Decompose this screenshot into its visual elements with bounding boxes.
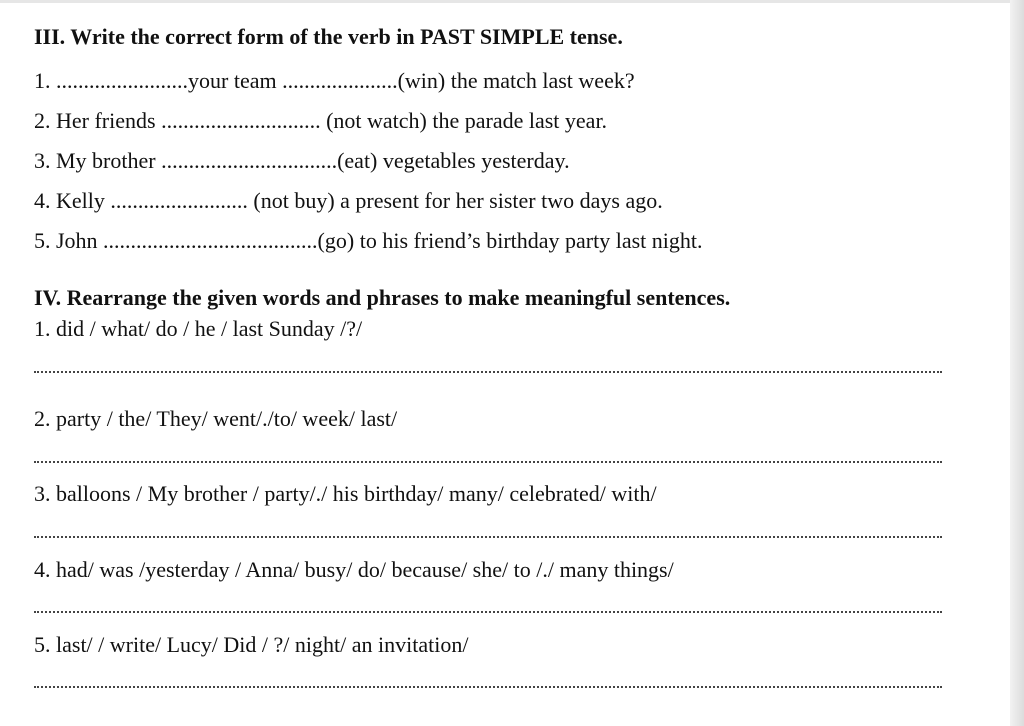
exercise-4-item-3: 3. balloons / My brother / party/./ his birthday/ many/ celebrated/ with/ [34, 481, 657, 506]
exercise-4-item-1: 1. did / what/ do / he / last Sunday /?/ [34, 316, 363, 341]
exercise-3-item-5: 5. John .......................................(go) to his friend’s birthday party last night. [34, 228, 703, 253]
exercise-3-item-2: 2. Her friends ............................. (not watch) the parade last year. [34, 108, 608, 133]
exercise-4-item-2: 2. party / the/ They/ went/./to/ week/ last/ [34, 406, 398, 431]
exercise-3-item-4: 4. Kelly ......................... (not buy) a present for her sister two days ago. [34, 188, 663, 213]
exercise-3-item-1: 1. ........................your team .....................(win) the match last week? [34, 68, 635, 93]
worksheet [34, 0, 954, 726]
exercise-4-item-4: 4. had/ was /yesterday / Anna/ busy/ do/ because/ she/ to /./ many things/ [34, 557, 674, 582]
answer-line-4[interactable] [34, 611, 942, 613]
answer-line-5[interactable] [34, 686, 942, 688]
right-page-edge [1010, 0, 1024, 726]
exercise-4-item-5: 5. last/ / write/ Lucy/ Did / ?/ night/ an invitation/ [34, 632, 469, 657]
answer-line-3[interactable] [34, 536, 942, 538]
answer-line-2[interactable] [34, 461, 942, 463]
exercise-3-item-3: 3. My brother ................................(eat) vegetables yesterday. [34, 148, 570, 173]
section-4-heading: IV. Rearrange the given words and phrases to make meaningful sentences. [34, 285, 731, 310]
section-3-heading: III. Write the correct form of the verb in PAST SIMPLE tense. [34, 24, 623, 49]
answer-line-1[interactable] [34, 371, 942, 373]
